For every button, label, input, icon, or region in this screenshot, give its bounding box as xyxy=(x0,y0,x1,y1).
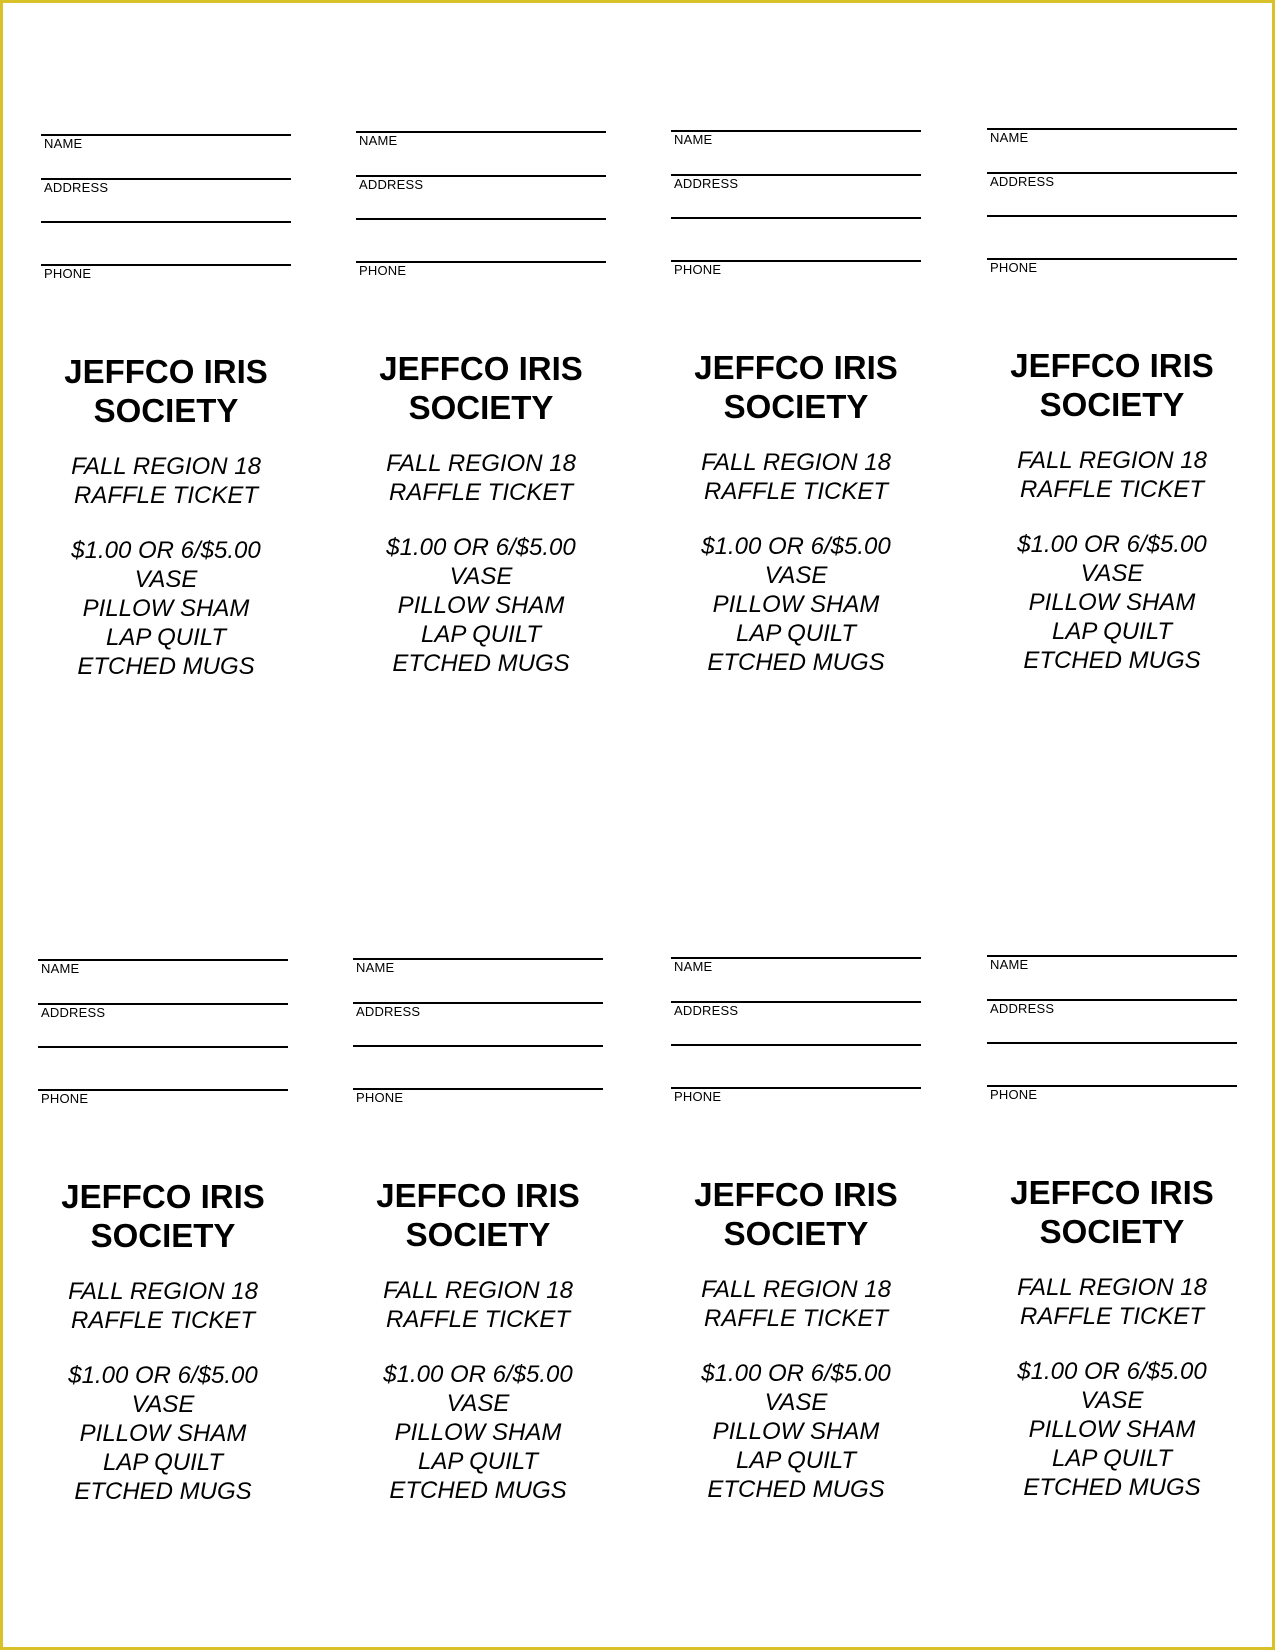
organization-name xyxy=(967,1173,1257,1251)
organization-name xyxy=(651,348,941,426)
prize-item: VASE xyxy=(131,1391,195,1418)
price-and-prizes xyxy=(18,1361,308,1506)
address-line-2[interactable] xyxy=(356,218,606,220)
event-line-1: FALL REGION 18 xyxy=(701,1276,891,1303)
org-line-1: JEFFCO IRIS xyxy=(1010,347,1214,384)
prize-item: PILLOW SHAM xyxy=(712,591,880,618)
price-text: $1.00 OR 6/$5.00 xyxy=(386,534,576,561)
event-line-2: RAFFLE TICKET xyxy=(73,482,259,509)
event-line-2: RAFFLE TICKET xyxy=(703,478,889,505)
prize-item: ETCHED MUGS xyxy=(1023,647,1201,674)
address-label: ADDRESS xyxy=(990,1001,1055,1016)
org-line-2: SOCIETY xyxy=(405,1216,551,1253)
price-and-prizes xyxy=(333,1360,623,1505)
phone-label: PHONE xyxy=(359,263,407,278)
org-line-2: SOCIETY xyxy=(723,1215,869,1252)
event-title xyxy=(967,446,1257,504)
organization-name xyxy=(651,1175,941,1253)
event-line-2: RAFFLE TICKET xyxy=(388,479,574,506)
address-label: ADDRESS xyxy=(41,1005,106,1020)
event-line-2: RAFFLE TICKET xyxy=(70,1307,256,1334)
prize-item: VASE xyxy=(1080,560,1144,587)
prize-item: VASE xyxy=(446,1390,510,1417)
name-label: NAME xyxy=(990,957,1029,972)
event-line-1: FALL REGION 18 xyxy=(68,1278,258,1305)
name-label: NAME xyxy=(356,960,395,975)
price-text: $1.00 OR 6/$5.00 xyxy=(701,533,891,560)
name-label: NAME xyxy=(44,136,83,151)
org-line-1: JEFFCO IRIS xyxy=(64,353,268,390)
prize-item: PILLOW SHAM xyxy=(1028,1416,1196,1443)
address-label: ADDRESS xyxy=(356,1004,421,1019)
event-title xyxy=(18,1277,308,1335)
org-line-1: JEFFCO IRIS xyxy=(694,1176,898,1213)
prize-item: PILLOW SHAM xyxy=(1028,589,1196,616)
prize-item: ETCHED MUGS xyxy=(77,653,255,680)
event-title xyxy=(651,448,941,506)
prize-item: LAP QUILT xyxy=(1051,618,1173,645)
event-line-1: FALL REGION 18 xyxy=(1017,447,1207,474)
event-line-1: FALL REGION 18 xyxy=(383,1277,573,1304)
event-line-2: RAFFLE TICKET xyxy=(385,1306,571,1333)
org-line-2: SOCIETY xyxy=(93,392,239,429)
org-line-1: JEFFCO IRIS xyxy=(694,349,898,386)
prize-item: ETCHED MUGS xyxy=(707,1476,885,1503)
org-line-2: SOCIETY xyxy=(1039,1213,1185,1250)
prize-item: VASE xyxy=(449,563,513,590)
prize-item: ETCHED MUGS xyxy=(707,649,885,676)
price-text: $1.00 OR 6/$5.00 xyxy=(701,1360,891,1387)
prize-item: LAP QUILT xyxy=(102,1449,224,1476)
org-line-1: JEFFCO IRIS xyxy=(1010,1174,1214,1211)
name-label: NAME xyxy=(990,130,1029,145)
event-line-1: FALL REGION 18 xyxy=(701,449,891,476)
prize-item: PILLOW SHAM xyxy=(394,1419,562,1446)
price-and-prizes xyxy=(967,530,1257,675)
address-line-2[interactable] xyxy=(41,221,291,223)
phone-label: PHONE xyxy=(356,1090,404,1105)
prize-item: PILLOW SHAM xyxy=(79,1420,247,1447)
phone-label: PHONE xyxy=(990,260,1038,275)
org-line-1: JEFFCO IRIS xyxy=(379,350,583,387)
organization-name xyxy=(18,1177,308,1255)
event-line-2: RAFFLE TICKET xyxy=(703,1305,889,1332)
phone-label: PHONE xyxy=(990,1087,1038,1102)
phone-label: PHONE xyxy=(674,1089,722,1104)
address-line-2[interactable] xyxy=(671,217,921,219)
address-label: ADDRESS xyxy=(674,1003,739,1018)
price-and-prizes xyxy=(651,1359,941,1504)
address-line-2[interactable] xyxy=(38,1046,288,1048)
prize-item: LAP QUILT xyxy=(417,1448,539,1475)
prize-item: LAP QUILT xyxy=(105,624,227,651)
price-text: $1.00 OR 6/$5.00 xyxy=(383,1361,573,1388)
event-title xyxy=(651,1275,941,1333)
address-line-2[interactable] xyxy=(353,1045,603,1047)
event-title xyxy=(333,1276,623,1334)
event-title xyxy=(967,1273,1257,1331)
org-line-2: SOCIETY xyxy=(408,389,554,426)
address-label: ADDRESS xyxy=(44,180,109,195)
price-and-prizes xyxy=(336,533,626,678)
phone-label: PHONE xyxy=(44,266,92,281)
address-line-2[interactable] xyxy=(987,215,1237,217)
prize-item: ETCHED MUGS xyxy=(389,1477,567,1504)
price-and-prizes xyxy=(21,536,311,681)
event-title xyxy=(21,452,311,510)
prize-item: ETCHED MUGS xyxy=(74,1478,252,1505)
price-text: $1.00 OR 6/$5.00 xyxy=(68,1362,258,1389)
event-line-1: FALL REGION 18 xyxy=(1017,1274,1207,1301)
name-label: NAME xyxy=(359,133,398,148)
price-text: $1.00 OR 6/$5.00 xyxy=(1017,531,1207,558)
org-line-2: SOCIETY xyxy=(1039,386,1185,423)
price-and-prizes xyxy=(967,1357,1257,1502)
address-label: ADDRESS xyxy=(990,174,1055,189)
prize-item: VASE xyxy=(764,562,828,589)
prize-item: PILLOW SHAM xyxy=(82,595,250,622)
prize-item: ETCHED MUGS xyxy=(392,650,570,677)
address-label: ADDRESS xyxy=(359,177,424,192)
price-and-prizes xyxy=(651,532,941,677)
phone-label: PHONE xyxy=(674,262,722,277)
org-line-2: SOCIETY xyxy=(723,388,869,425)
name-label: NAME xyxy=(674,132,713,147)
org-line-1: JEFFCO IRIS xyxy=(376,1177,580,1214)
prize-item: LAP QUILT xyxy=(1051,1445,1173,1472)
address-line-2[interactable] xyxy=(987,1042,1237,1044)
organization-name xyxy=(967,346,1257,424)
prize-item: ETCHED MUGS xyxy=(1023,1474,1201,1501)
org-line-2: SOCIETY xyxy=(90,1217,236,1254)
prize-item: PILLOW SHAM xyxy=(712,1418,880,1445)
name-label: NAME xyxy=(674,959,713,974)
prize-item: LAP QUILT xyxy=(420,621,542,648)
price-text: $1.00 OR 6/$5.00 xyxy=(71,537,261,564)
address-line-2[interactable] xyxy=(671,1044,921,1046)
organization-name xyxy=(21,352,311,430)
prize-item: VASE xyxy=(764,1389,828,1416)
prize-item: LAP QUILT xyxy=(735,1447,857,1474)
event-line-2: RAFFLE TICKET xyxy=(1019,1303,1205,1330)
organization-name xyxy=(333,1176,623,1254)
price-text: $1.00 OR 6/$5.00 xyxy=(1017,1358,1207,1385)
event-title xyxy=(336,449,626,507)
prize-item: LAP QUILT xyxy=(735,620,857,647)
name-label: NAME xyxy=(41,961,80,976)
prize-item: PILLOW SHAM xyxy=(397,592,565,619)
address-label: ADDRESS xyxy=(674,176,739,191)
phone-label: PHONE xyxy=(41,1091,89,1106)
event-line-2: RAFFLE TICKET xyxy=(1019,476,1205,503)
event-line-1: FALL REGION 18 xyxy=(386,450,576,477)
prize-item: VASE xyxy=(1080,1387,1144,1414)
event-line-1: FALL REGION 18 xyxy=(71,453,261,480)
org-line-1: JEFFCO IRIS xyxy=(61,1178,265,1215)
organization-name xyxy=(336,349,626,427)
prize-item: VASE xyxy=(134,566,198,593)
